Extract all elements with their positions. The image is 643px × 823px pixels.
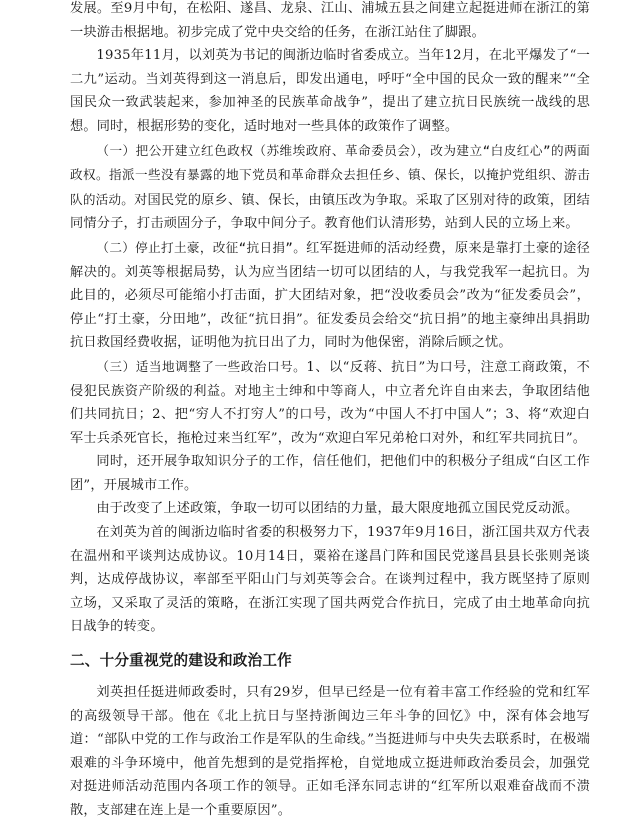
policy-point-3 [70, 355, 590, 450]
paragraph-intellectuals: 同时，还开展争取知识分子的工作，信任他们，把他们中的积极分子组成“白区工作团”，开展城市工作。 [70, 454, 590, 493]
policy-point-3-text: 1、以“反蒋、抗日”为口号，注意工商政策，不侵犯民族资产阶级的利益。对地主士绅和中等商人，中立者允许自由来去，争取团结他们共同抗日；2、把“穷人不打穷人”的口号，改为“中国人不打中国人”；3、将“欢迎白军士兵杀死官长，拖枪过来当红军”，改为“欢迎白军兄弟枪口对外，和红军共同抗日”。 [70, 359, 590, 446]
policy-point-2-lead: （二）停止打土豪，改征“抗日捐”。 [96, 239, 307, 255]
policy-point-1-text: 对国民党的原乡、镇、保长，由镇压改为争取。采取了区别对待的政策，团结同情分子，打击顽固分子，争取中间分子。教育他们认清形势，站到人民的立场上来。 [70, 192, 591, 232]
policy-point-2 [70, 236, 590, 355]
paragraph-continuation: 发展。至9月中旬，在松阳、遂昌、龙泉、江山、浦城五县之间建立起挺进师在浙江的第一块游击根据地。初步完成了党中央交给的任务，在浙江站住了脚跟。 [70, 1, 590, 40]
text-column [70, 0, 590, 823]
policy-point-1 [70, 139, 590, 236]
policy-point-3-lead: （三）适当地调整了一些政治口号。 [96, 358, 307, 374]
paragraph-policy-result: 由于改变了上述政策，争取一切可以团结的力量，最大限度地孤立国民党反动派。 [96, 501, 579, 517]
paragraph-negotiation: 在刘英为首的闽浙边临时省委的积极努力下，1937年9月16日，浙江国共双方代表在温州和平谈判达成协议。10月14日，粟裕在遂昌门阵和国民党遂昌县县长张则尧谈判，达成停战协议，率部至平阳山门与刘英等会合。在谈判过程中，我方既坚持了原则立场，又采取了灵活的策略，在浙江实现了国共两党合作抗日，完成了由土地革命向抗日战争的转变。 [70, 525, 590, 635]
paragraph-party-building: 刘英担任挺进师政委时，只有29岁，但早已经是一位有着丰富工作经验的党和红军的高级领导干部。他在《北上抗日与坚持浙闽边三年斗争的回忆》中，深有体会地写道：“部队中党的工作与政治工作是军队的生命线。”当挺进师与中央失去联系时，在极端艰难的斗争环境中，他首先想到的是党指挥枪，自觉地成立挺进师政治委员会，加强党对挺进师活动范围内各项工作的领导。正如毛泽东同志讲的“红军所以艰难奋战而不溃散，支部建在连上是一个重要原因”。 [70, 685, 590, 818]
paragraph-provincial-committee: 1935年11月，以刘英为书记的闽浙边临时省委成立。当年12月，在北平爆发了“一二九”运动。当刘英得到这一消息后，即发出通电，呼吁“全中国的民众一致的醒来”“全国民众一致武装起来，参加神圣的民族革命战争”，提出了建立抗日民族统一战线的思想。同时，根据形势的变化，适时地对一些具体的政策作了调整。 [70, 48, 590, 134]
policy-point-1-lead: （一）把公开建立红色政权（苏维埃政府、革命委员会），改为建立“白皮红心”的两面政权。指派一些没有暴露的地下党员和革命群众去担任乡、镇、保长，以掩护党组织、游击队的活动。 [70, 142, 590, 207]
policy-point-2-text: 红军挺进师的活动经费，原来是靠打土豪的途径解决的。刘英等根据局势，认为应当团结一切可以团结的人，与我党我军一起抗日。为此目的，必须尽可能缩小打击面，扩大团结对象，把“没收委员会”改为“征发委员会”，停止“打土豪，分田地”，改征“抗日捐”。征发委员会给交“抗日捐”的地主豪绅出具捐助抗日救国经费收据，证明他为抗日出了力，同时为他保密，消除后顾之忧。 [70, 240, 590, 351]
section-heading: 二、十分重视党的建设和政治工作 [70, 652, 292, 670]
